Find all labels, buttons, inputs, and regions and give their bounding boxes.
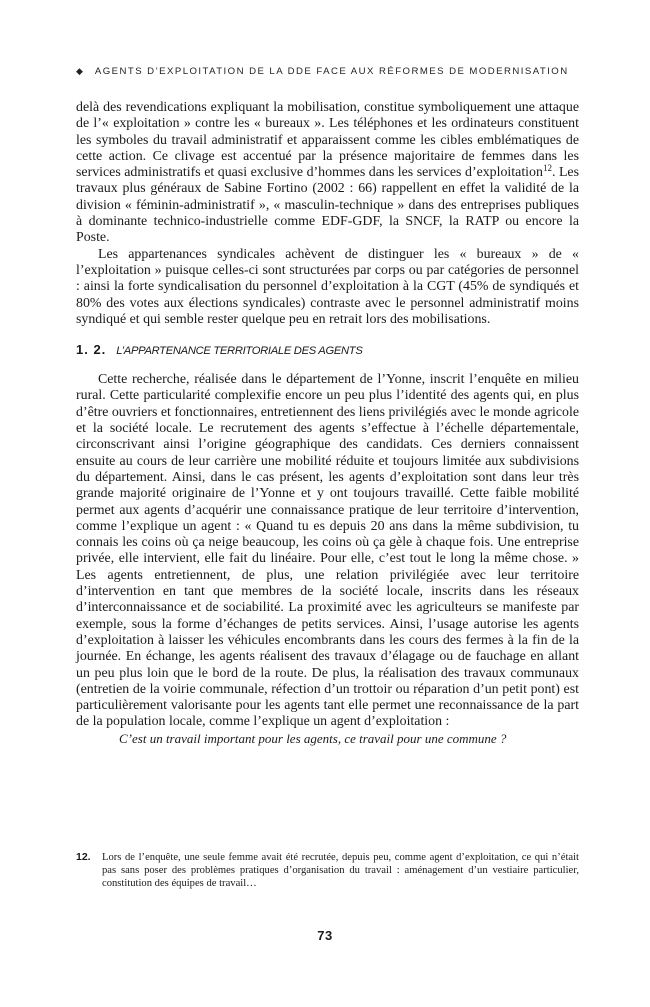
page-number: 73 [317,928,333,943]
paragraph-1-text: delà des revendications expliquant la mobilisation, constitue symboliquement une attaque de l’« exploitation » contre les « bureaux ». Les téléphones et les ordinateurs constituent les symboles du travail administratif et apparaissent comme les cibles emblématiques de cette action. Ce clivage est accentué par la présence majoritaire de femmes dans les services administratifs et quasi exclusive d’hommes dans les services d’exploitation [76,100,579,181]
section-number: 1. 2. [76,342,107,358]
section-heading [76,342,579,358]
section-title: L’APPARTENANCE TERRITORIALE DES AGENTS [116,345,363,358]
footnote-text: Lors de l’enquête, une seule femme avait été recrutée, depuis peu, comme agent d’exploitation, ce qui n’était pas sans poser des problèmes pratiques d’organisation du travail : aménagement d’un vestiaire particulier, constitution des équipes de travail… [102,852,579,889]
interview-quote: C’est un travail important pour les agents, ce travail pour une commune ? [119,730,507,746]
footnote-number: 12. [76,851,91,863]
diamond-bullet-icon: ◆ [76,66,83,76]
footnote-reference: 12 [542,163,552,174]
footnote [76,851,579,890]
running-head-text: AGENTS D’EXPLOITATION DE LA DDE FACE AUX RÉFORMES DE MODERNISATION [94,66,569,77]
paragraph-1-tail: . Les travaux plus généraux de Sabine Fortino (2002 : 66) rappellent en effet la validité de la division « féminin-administratif », « masculin-technique » dans des entreprises publiques à dominante technico-industrielle comme EDF-GDF, la SNCF, la RATP ou encore la Poste. [76,165,579,246]
running-head [76,66,576,77]
paragraph-1 [76,100,579,247]
paragraph-3: Cette recherche, réalisée dans le département de l’Yonne, inscrit l’enquête en milieu rural. Cette particularité complexifie encore un peu plus l’identité des agents qui, en plus d’être ouvriers et fonctionnaires, entretiennent des liens privilégiés avec le monde agricole et la société locale. Le recrutement des agents s’effectue à l’échelle départementale, circonscrivant ainsi l’origine géographique des candidats. Ces derniers connaissent ensuite au cours de leur carrière une mobilité réduite et toujours limitée aux subdivisions du département. Ainsi, dans le cas présent, les agents d’exploitation sont dans leur très grande majorité originaire de l’Yonne et y ont toujours travaillé. Cette faible mobilité permet aux agents d’acquérir une connaissance pratique de leur territoire d’intervention, comme l’explique un agent : « Quand tu es depuis 20 ans dans la même subdivision, tu connais les coins où ça neige beaucoup, les coins où ça gèle à chaque fois. Une entreprise privée, elle intervient, elle fait du linéaire. Pour elle, c’est tout le long la même chose. » Les agents entretiennent, de plus, une relation privilégiée avec leur territoire d’intervention en tant que membres de la société locale, inscrits dans les réseaux d’interconnaissance et de sociabilité. La proximité avec les agriculteurs se manifeste par exemple, sous la forme d’échanges de petits services. Ainsi, l’usage autorise les agents d’exploitation à laisser les véhicules encombrants dans les cours des fermes à la fin de la journée. En échange, les agents réalisent des travaux d’élagage ou de fauchage en allant un peu plus loin que le bord de la route. De plus, la réalisation des travaux communaux (entretien de la voirie communale, réfection d’un trottoir ou réparation d’un petit pont) est particulièrement valorisante pour les agents tant elle permet une reconnaissance de la part de la population locale, comme l’explique un agent d’exploitation : [76,372,579,730]
paragraph-2: Les appartenances syndicales achèvent de distinguer les « bureaux » de « l’exploitation » puisque celles-ci sont structurées par corps ou par catégories de personnel : ainsi la forte syndicalisation du personnel d’exploitation à la CGT (45% de syndiqués et 80% des votes aux élections syndicales) contraste avec le personnel administratif moins syndiqué et qui semble rester quelque peu en retrait lors des mobilisations. [76,246,579,327]
body-text [76,100,579,747]
